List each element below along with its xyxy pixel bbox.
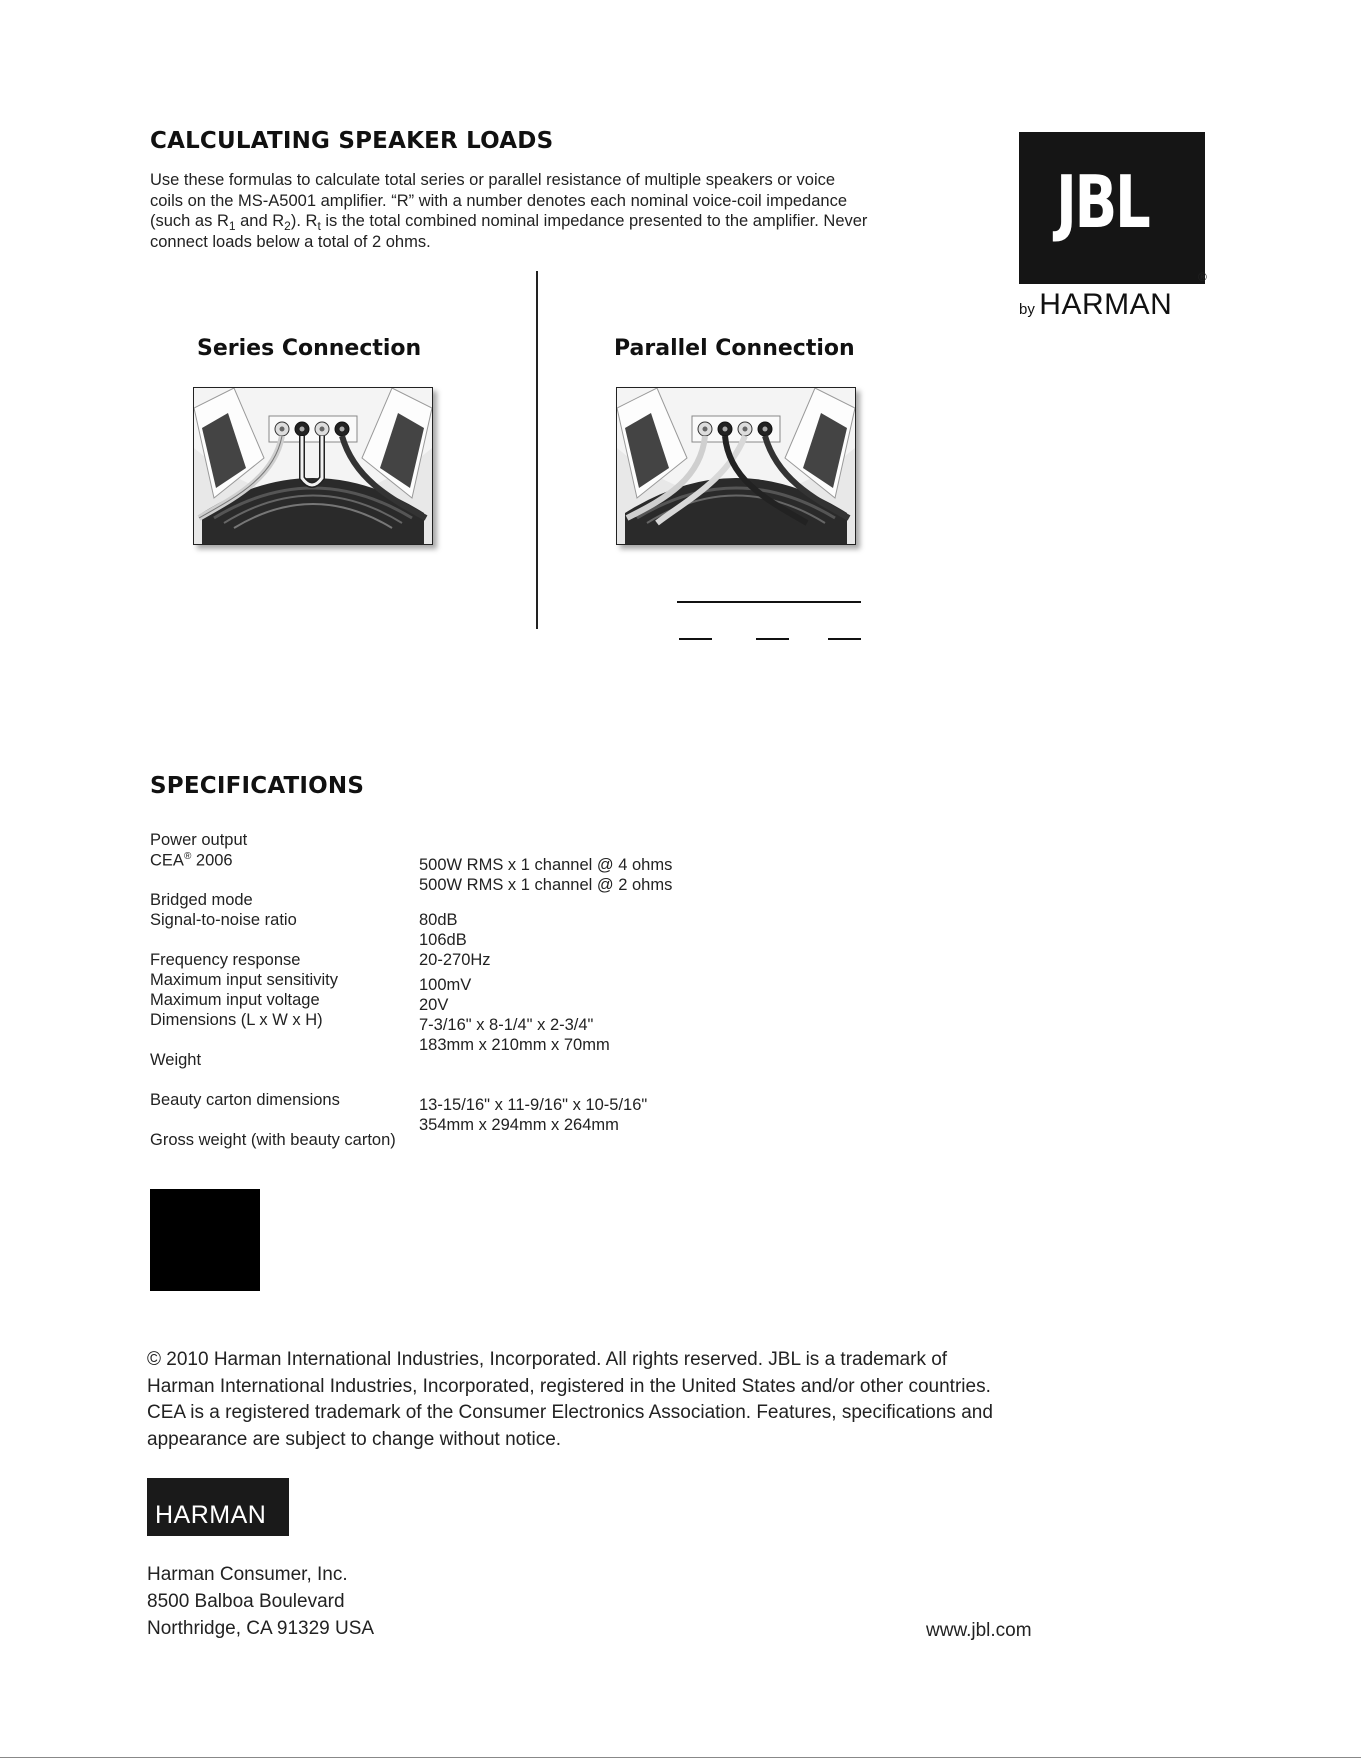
subscript-2: 2 xyxy=(284,219,291,233)
harman-text: HARMAN xyxy=(1039,288,1173,321)
harman-badge-text: HARMAN xyxy=(155,1501,267,1529)
specifications-title: SPECIFICATIONS xyxy=(150,773,365,799)
spec-value-carton-mm: 354mm x 294mm x 264mm xyxy=(419,1116,619,1134)
parallel-connection-title: Parallel Connection xyxy=(614,336,855,361)
spec-value-snr-1: 80dB xyxy=(419,911,458,929)
column-divider xyxy=(536,271,538,629)
spec-label-gross-weight: Gross weight (with beauty carton) xyxy=(150,1131,396,1149)
formula-term-bar-1 xyxy=(679,638,712,640)
intro-text-2: and R xyxy=(235,212,285,230)
intro-paragraph xyxy=(150,170,870,252)
spec-label-cea xyxy=(150,851,233,871)
jbl-logo-text: JBL xyxy=(1056,160,1149,244)
formula-term-bar-3 xyxy=(828,638,861,640)
parallel-connection-photo xyxy=(616,387,856,545)
by-text: by xyxy=(1019,301,1035,318)
intro-text-4: is the total combined nominal impedance presented to the amplifier. Never connect loads below a total of 2 ohms. xyxy=(150,212,868,251)
intro-text-1: Use these formulas to calculate total series or parallel resistance of multiple speakers or voice coils on the MS-A5001 amplifier. “R” with a number denotes each nominal voice-coil impedance (such as R xyxy=(150,171,848,230)
legal-notice xyxy=(147,1347,1047,1453)
subscript-t: t xyxy=(317,219,321,233)
spec-label-bridged: Bridged mode xyxy=(150,891,253,909)
address-line-3: Northridge, CA 91329 USA xyxy=(147,1618,375,1639)
legal-line-2: Harman International Industries, Incorporated, registered in the United States and/or other countries. xyxy=(147,1375,991,1397)
spec-value-snr-2: 106dB xyxy=(419,931,467,949)
by-harman-logo xyxy=(1019,288,1172,322)
spec-label-dimensions: Dimensions (L x W x H) xyxy=(150,1011,323,1029)
cea-text: CEA xyxy=(150,851,184,870)
registered-mark: ® xyxy=(1198,270,1207,284)
spec-value-frequency: 20-270Hz xyxy=(419,951,491,969)
page-title: CALCULATING SPEAKER LOADS xyxy=(150,128,554,154)
spec-label-frequency: Frequency response xyxy=(150,951,301,969)
spec-value-dimensions-mm: 183mm x 210mm x 70mm xyxy=(419,1036,610,1054)
intro-text-3: ). R xyxy=(290,212,318,230)
black-box-image xyxy=(150,1189,260,1291)
spec-label-max-voltage: Maximum input voltage xyxy=(150,991,320,1009)
spec-label-power-output: Power output xyxy=(150,831,248,849)
cea-year: 2006 xyxy=(191,851,233,870)
address-line-1: Harman Consumer, Inc. xyxy=(147,1564,348,1585)
spec-value-power-4ohm: 500W RMS x 1 channel @ 4 ohms xyxy=(419,856,673,874)
series-connection-photo xyxy=(193,387,433,545)
subscript-1: 1 xyxy=(228,219,236,233)
spec-value-carton-in: 13-15/16" x 11-9/16" x 10-5/16" xyxy=(419,1096,648,1114)
spec-label-snr: Signal-to-noise ratio xyxy=(150,911,297,929)
spec-label-weight: Weight xyxy=(150,1051,202,1069)
spec-label-carton: Beauty carton dimensions xyxy=(150,1091,340,1109)
series-connection-title: Series Connection xyxy=(197,336,422,361)
harman-badge-logo xyxy=(147,1478,289,1536)
cea-reg-mark: ® xyxy=(183,851,192,862)
spec-value-dimensions-in: 7-3/16" x 8-1/4" x 2-3/4" xyxy=(419,1016,594,1034)
bottom-rule xyxy=(0,1757,1361,1758)
spec-label-max-sensitivity: Maximum input sensitivity xyxy=(150,971,338,989)
spec-value-voltage: 20V xyxy=(419,996,449,1014)
address-line-2: 8500 Balboa Boulevard xyxy=(147,1591,345,1612)
formula-term-bar-2 xyxy=(756,638,789,640)
legal-line-1: © 2010 Harman International Industries, Incorporated. All rights reserved. JBL is a trademark of xyxy=(147,1349,948,1370)
jbl-logo xyxy=(1019,132,1205,284)
website-link[interactable]: www.jbl.com xyxy=(926,1620,1032,1641)
formula-fraction-bar xyxy=(677,601,861,603)
company-address xyxy=(147,1561,374,1642)
legal-line-3: CEA is a registered trademark of the Consumer Electronics Association. Features, specifications and xyxy=(147,1402,993,1423)
spec-value-power-2ohm: 500W RMS x 1 channel @ 2 ohms xyxy=(419,876,673,894)
spec-value-sensitivity: 100mV xyxy=(419,976,472,994)
legal-line-4: appearance are subject to change without notice. xyxy=(147,1428,562,1450)
